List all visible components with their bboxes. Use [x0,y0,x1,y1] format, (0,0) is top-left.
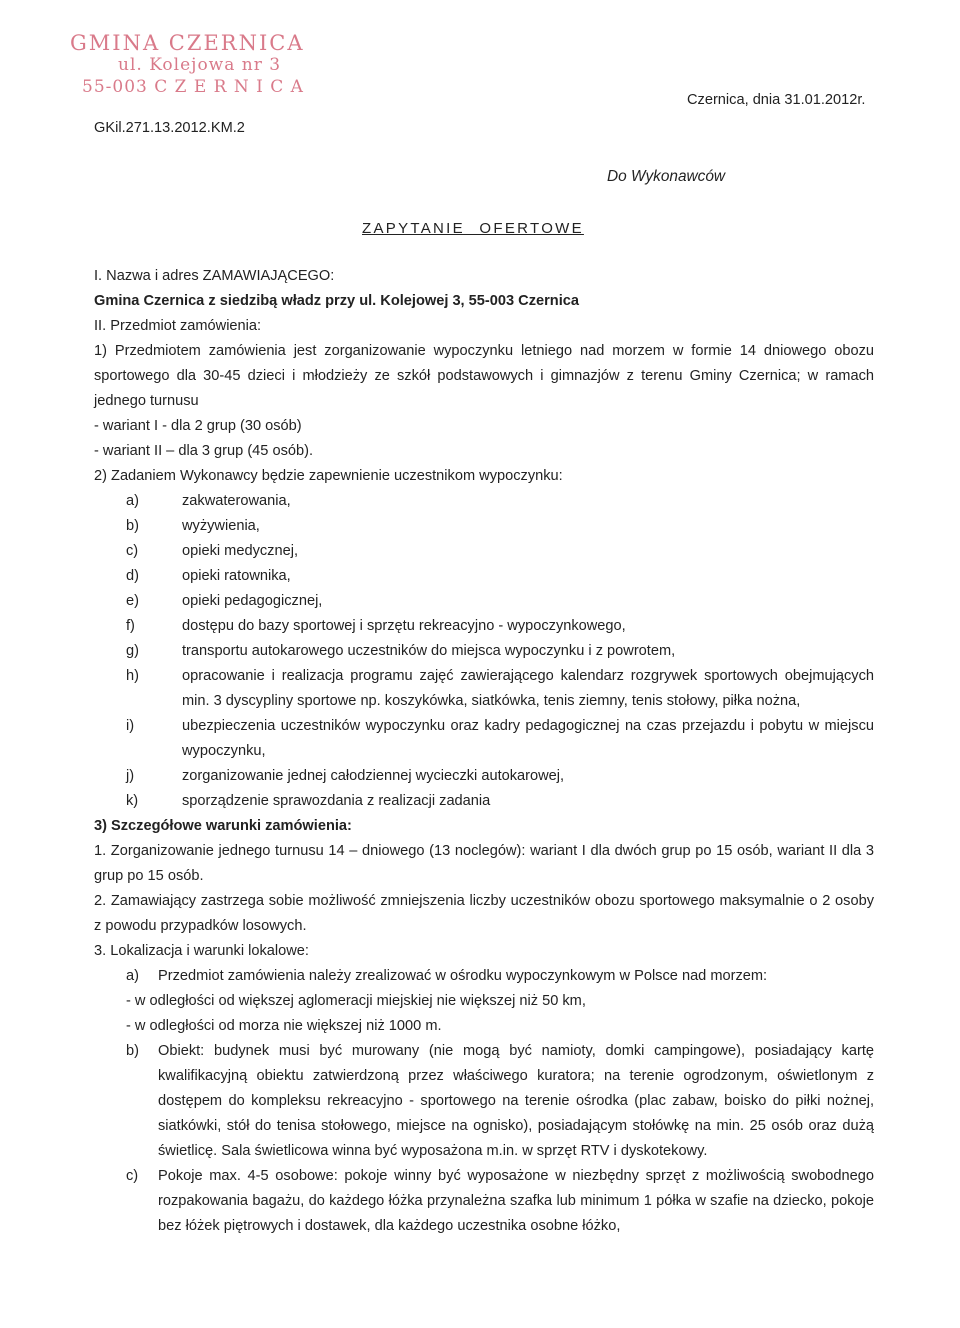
list-item-text: sporządzenie sprawozdania z realizacji zadania [182,793,491,809]
section-2-paragraph-2: 2) Zadaniem Wykonawcy będzie zapewnienie uczestnikom wypoczynku: [94,468,563,484]
list-item-text: dostępu do bazy sportowej i sprzętu rekreacyjno - wypoczynkowego, [182,618,626,634]
list-item-text: opracowanie i realizacja programu zajęć zawierającego kalendarz rozgrywek sportowych obejmujących min. 3 dyscypliny sportowe np. koszykówka, siatkówka, tenis ziemny, tenis stołowy, piłka nożna, [182,668,874,709]
list-item-text: zorganizowanie jednej całodziennej wycieczki autokarowej, [182,768,565,784]
list-item [126,664,874,714]
condition-b-text: Obiekt: budynek musi być murowany (nie mogą być namioty, domki campingowe), posiadający kartę kwalifikacyjną obiektu zatwierdzoną przez właściwego kuratora; na terenie ogrodzonym, oświetlonym z dostępem do kompleksu rekreacyjno - sportowego na terenie ośrodka (plac zabaw, boisko do piłki nożnej, siatkówki, stół do tenisa stołowego, miejsce na ognisko), posiadającym stołówkę na min. 25 osób oraz dużą świetlicę. Sala świetlicowa winna być wyposażona m.in. w sprzęt RTV i dyskotekowy. [158,1043,874,1159]
list-item-label: g) [126,643,139,659]
list-item-text: zakwaterowania, [182,493,291,509]
list-item-text: ubezpieczenia uczestników wypoczynku oraz kadry pedagogicznej na czas przejazdu i pobytu w miejscu wypoczynku, [182,718,874,759]
section-2-paragraph-1: 1) Przedmiotem zamówienia jest zorganizowanie wypoczynku letniego nad morzem w formie 14 dniowego obozu sportowego dla 30-45 dzieci i młodzieży ze szkół podstawowych i gimnazjów z terenu Gminy Czernica; w ramach jednego turnusu [94,343,874,409]
list-item-label: d) [126,568,139,584]
condition-b [94,1039,874,1164]
list-item [126,514,874,539]
section-3-paragraph-3: 3. Lokalizacja i warunki lokalowe: [94,943,309,959]
list-item-label: b) [126,518,139,534]
stamp-line-3: 55-003 C Z E R N I C A [82,77,304,97]
list-item-label: k) [126,793,139,809]
list-item [126,564,874,589]
section-3-paragraph-1: 1. Zorganizowanie jednego turnusu 14 – dniowego (13 noclegów): wariant I dla dwóch grup po 15 osób, wariant II dla 3 grup po 15 osób. [94,843,874,884]
list-item-label: c) [126,543,139,559]
list-item [126,789,874,814]
document-date: Czernica, dnia 31.01.2012r. [687,92,866,108]
list-item-text: opieki pedagogicznej, [182,593,323,609]
section-1-heading: I. Nazwa i adres ZAMAWIAJĄCEGO: [94,268,335,284]
list-item-label: i) [126,718,135,734]
condition-a-label: a) [126,968,139,984]
section-1-text: Gmina Czernica z siedzibą władz przy ul. Kolejowej 3, 55-003 Czernica [94,293,579,309]
document-body [94,264,874,1239]
list-item-label: e) [126,593,139,609]
list-item-label: h) [126,668,139,684]
service-list [94,489,874,814]
condition-a-1: - w odległości od większej aglomeracji miejskiej nie większej niż 50 km, [126,993,586,1009]
list-item-label: f) [126,618,135,634]
condition-a-text: Przedmiot zamówienia należy zrealizować w ośrodku wypoczynkowym w Polsce nad morzem: [158,968,768,984]
list-item-text: opieki ratownika, [182,568,291,584]
official-stamp [70,32,305,98]
section-3-heading: 3) Szczegółowe warunki zamówienia: [94,818,352,834]
condition-c [94,1164,874,1239]
recipient: Do Wykonawców [607,168,726,185]
list-item [126,489,874,514]
condition-c-label: c) [126,1168,139,1184]
condition-b-label: b) [126,1043,139,1059]
list-item [126,639,874,664]
list-item [126,539,874,564]
condition-a-2: - w odległości od morza nie większej niż 1000 m. [126,1018,442,1034]
list-item-label: j) [126,768,135,784]
condition-a [94,964,874,989]
stamp-line-2: ul. Kolejowa nr 3 [118,55,282,75]
reference-number: GKil.271.13.2012.KM.2 [94,120,245,136]
section-3-paragraph-2: 2. Zamawiający zastrzega sobie możliwość zmniejszenia liczby uczestników obozu sportowego maksymalnie o 2 osoby z powodu przypadków losowych. [94,893,874,934]
list-item-text: opieki medycznej, [182,543,298,559]
document-title: ZAPYTANIE OFERTOWE [362,220,584,237]
stamp-line-1: GMINA CZERNICA [70,31,305,55]
variant-2: - wariant II – dla 3 grup (45 osób). [94,443,314,459]
list-item-text: wyżywienia, [182,518,260,534]
list-item [126,614,874,639]
list-item [126,764,874,789]
list-item-text: transportu autokarowego uczestników do miejsca wypoczynku i z powrotem, [182,643,676,659]
list-item [126,714,874,764]
section-2-heading: II. Przedmiot zamówienia: [94,318,262,334]
list-item [126,589,874,614]
variant-1: - wariant I - dla 2 grup (30 osób) [94,418,302,434]
condition-c-text: Pokoje max. 4-5 osobowe: pokoje winny być wyposażone w niezbędny sprzęt z możliwością swobodnego rozpakowania bagażu, do każdego łóżka przynależna szafka lub minimum 1 półka w szafie na dziecko, pokoje bez łóżek piętrowych i dostawek, dla każdego uczestnika osobne łóżko, [158,1168,874,1234]
list-item-label: a) [126,493,139,509]
